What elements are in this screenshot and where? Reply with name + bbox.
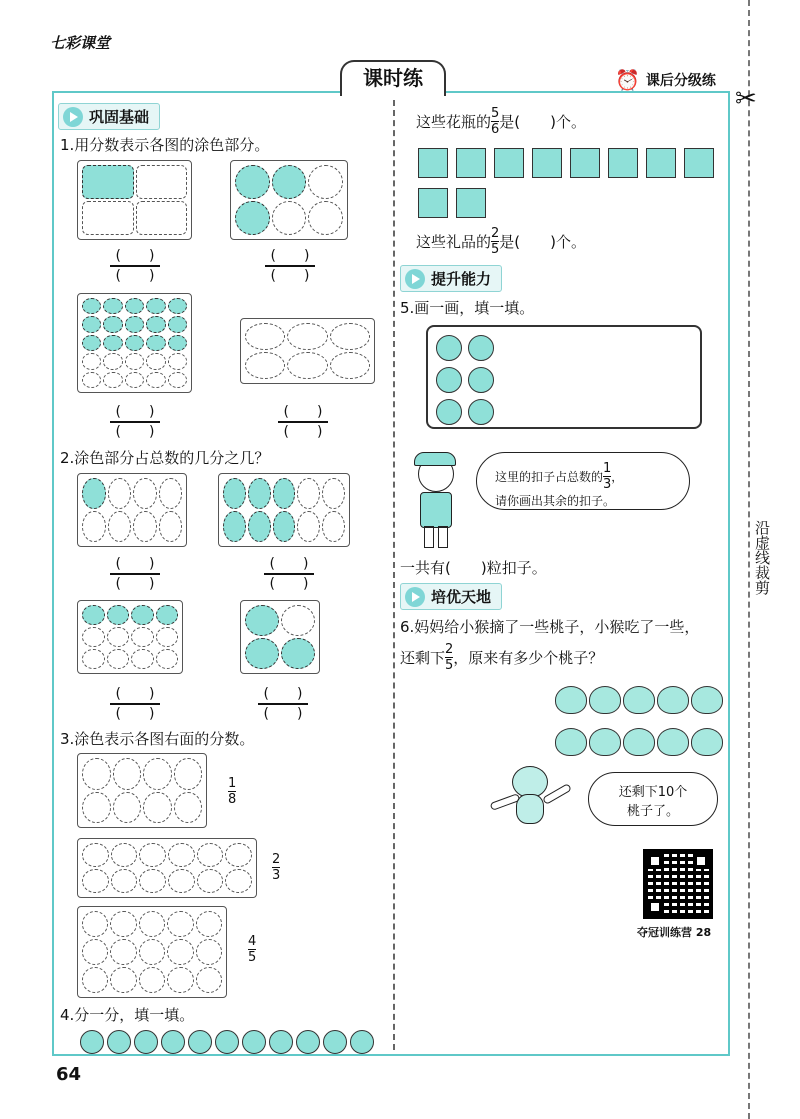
q5-buttons	[436, 335, 494, 425]
play-icon	[405, 587, 425, 607]
q1-horns-picture	[240, 318, 375, 384]
section-improve	[400, 265, 502, 292]
q2-mushrooms-picture	[77, 473, 187, 547]
q3-mushrooms-picture[interactable]	[77, 906, 227, 998]
gift-icon	[494, 148, 524, 178]
page-number: 64	[56, 1064, 82, 1085]
vase-icon	[134, 1030, 158, 1054]
button-icon	[468, 335, 494, 361]
q3-fraction-3: 4 5	[248, 934, 257, 965]
button-icon	[436, 399, 462, 425]
q1-answer-4[interactable]: ( ) ( )	[278, 404, 328, 440]
q3-fraction-2: 2 3	[272, 852, 281, 883]
q3-leaves-picture[interactable]	[77, 838, 257, 898]
play-icon	[405, 269, 425, 289]
q5-text: 5.画一画，填一填。	[400, 299, 535, 317]
q2-cherries-picture	[240, 600, 320, 674]
gift-icon	[532, 148, 562, 178]
gift-icon	[418, 188, 448, 218]
vase-icon	[323, 1030, 347, 1054]
q3-text: 3.涂色表示各图右面的分数。	[60, 730, 255, 748]
gift-icon	[456, 148, 486, 178]
q5-bubble-line-2: 请你画出其余的扣子。	[495, 494, 616, 508]
button-icon	[468, 399, 494, 425]
peach-icon	[589, 686, 621, 714]
q6-fraction: $\frac{2}{5}$	[445, 642, 454, 673]
button-icon	[436, 335, 462, 361]
cut-label: 沿虚线裁剪	[753, 520, 771, 595]
q5-bubble-fraction: $\frac{1}{3}$	[603, 461, 612, 492]
gift-icon	[456, 188, 486, 218]
q1-peaches-picture	[230, 160, 348, 240]
q4-line-2: 这些礼品的 $\frac{2}{5}$ 是( )个。	[416, 226, 587, 257]
q6-text-line-1: 6.妈妈给小猴摘了一些桃子，小猴吃了一些，	[400, 618, 700, 636]
q2-answer-2[interactable]: ( ) ( )	[264, 556, 314, 592]
q4-text: 4.分一分，填一填。	[60, 1006, 195, 1024]
cut-line	[748, 0, 750, 1119]
gift-icon	[684, 148, 714, 178]
button-icon	[436, 367, 462, 393]
qr-code[interactable]	[643, 849, 713, 919]
vase-icon	[215, 1030, 239, 1054]
vase-icon	[80, 1030, 104, 1054]
peach-icon	[589, 728, 621, 756]
section-improve-label: 提升能力	[431, 270, 492, 288]
qr-caption: 夺冠训练营 28	[637, 926, 712, 939]
brand-logo: 七彩课堂	[50, 34, 111, 52]
header-right-label: 课后分级练	[645, 73, 716, 89]
q4-line-1: 这些花瓶的 $\frac{5}{6}$ 是( )个。	[416, 106, 587, 137]
section-basic-label: 巩固基础	[89, 108, 150, 126]
vase-icon	[188, 1030, 212, 1054]
vase-icon	[107, 1030, 131, 1054]
q2-flowers-picture	[218, 473, 350, 547]
q4-vases-row	[80, 1030, 374, 1054]
q1-cups-picture	[77, 160, 192, 240]
gift-icon	[646, 148, 676, 178]
q5-speech-bubble	[476, 452, 690, 510]
q5-bubble-line-1: 这里的扣子占总数的 $\frac{1}{3}$ ，	[495, 461, 624, 492]
monkey-illustration	[486, 764, 576, 840]
q1-text: 1.用分数表示各图的涂色部分。	[60, 136, 270, 154]
peach-icon	[555, 686, 587, 714]
peach-icon	[623, 686, 655, 714]
play-icon	[63, 107, 83, 127]
vase-icon	[350, 1030, 374, 1054]
q3-fraction-1: 1 8	[228, 776, 237, 807]
q2-text: 2.涂色部分占总数的几分之几？	[60, 449, 270, 467]
boy-illustration	[404, 452, 468, 548]
gift-icon	[608, 148, 638, 178]
section-basic	[58, 103, 160, 130]
q4-fraction-1: $\frac{5}{6}$	[491, 106, 500, 137]
vase-icon	[161, 1030, 185, 1054]
vase-icon	[296, 1030, 320, 1054]
q5-drawing-box[interactable]	[426, 325, 702, 429]
q4-gifts-picture	[418, 148, 722, 218]
header-right	[615, 68, 716, 92]
vase-icon	[242, 1030, 266, 1054]
scissors-icon: ✂	[735, 84, 757, 114]
peach-icon	[657, 728, 689, 756]
alarm-clock-icon: ⏰	[615, 68, 640, 92]
vase-icon	[269, 1030, 293, 1054]
peach-icon	[657, 686, 689, 714]
q4-fraction-2: $\frac{2}{5}$	[491, 226, 500, 257]
page-title: 课时练	[340, 60, 446, 96]
peach-icon	[691, 686, 723, 714]
q3-apples-picture[interactable]	[77, 753, 207, 828]
q2-crabs-picture	[77, 600, 183, 674]
q2-answer-1[interactable]: ( ) ( )	[110, 556, 160, 592]
section-excellence	[400, 583, 502, 610]
peach-icon	[691, 728, 723, 756]
q1-answer-2[interactable]: ( ) ( )	[265, 248, 315, 284]
q6-speech-bubble	[588, 772, 718, 826]
q1-answer-1[interactable]: ( ) ( )	[110, 248, 160, 284]
peach-icon	[623, 728, 655, 756]
q6-bubble-line-1: 还剩下10个	[618, 785, 688, 800]
column-divider	[393, 100, 395, 1050]
q1-answer-3[interactable]: ( ) ( )	[110, 404, 160, 440]
q6-bubble-line-2: 桃子了。	[626, 804, 679, 819]
gift-icon	[570, 148, 600, 178]
section-excellence-label: 培优天地	[431, 588, 492, 606]
gift-icon	[418, 148, 448, 178]
peach-icon	[555, 728, 587, 756]
q5-answer-line[interactable]: 一共有( )粒扣子。	[400, 559, 547, 577]
q2-answer-3[interactable]: ( ) ( )	[110, 686, 160, 722]
q1-fish-picture	[77, 293, 192, 393]
button-icon	[468, 367, 494, 393]
q2-answer-4[interactable]: ( ) ( )	[258, 686, 308, 722]
q6-text-line-2: 还剩下 $\frac{2}{5}$ ，原来有多少个桃子？	[400, 642, 604, 673]
q6-peaches-picture	[555, 686, 725, 756]
